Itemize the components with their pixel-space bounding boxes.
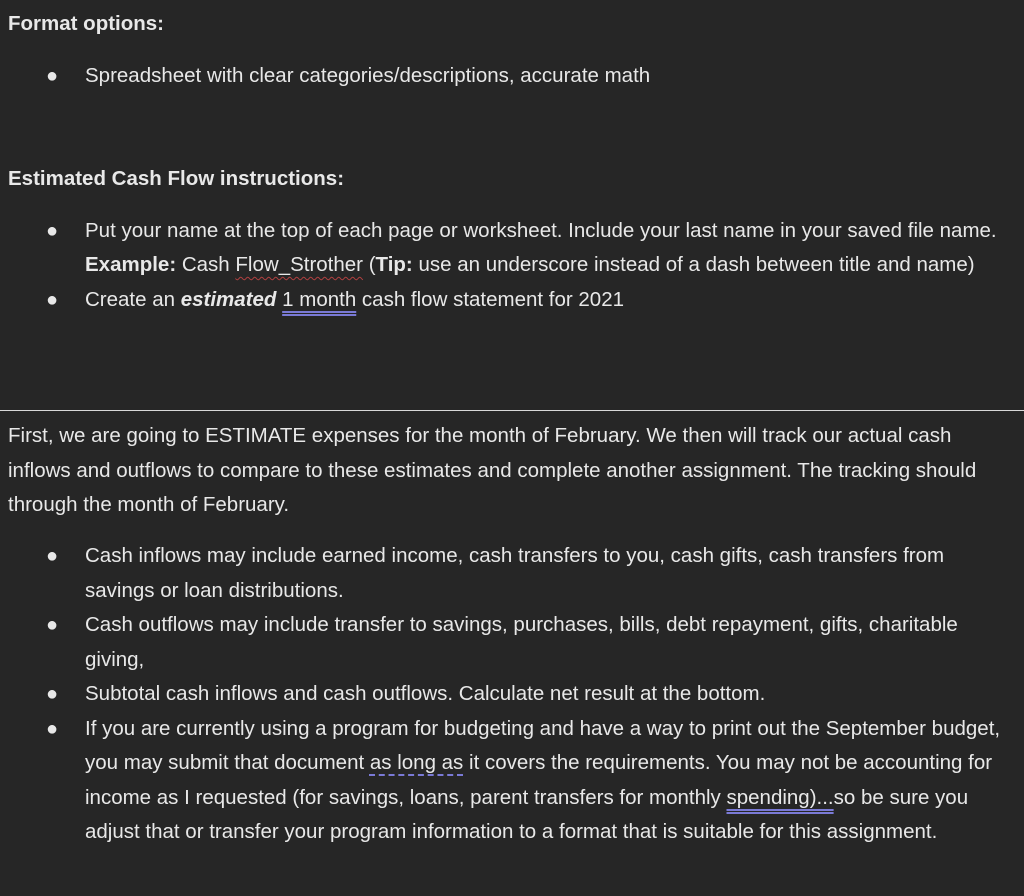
bullet-icon: ● xyxy=(46,288,59,311)
list-item-text: Cash outflows may include transfer to savings, purchases, bills, debt repayment, gifts, charitable giving, xyxy=(85,613,958,671)
list-item-text: ( xyxy=(363,253,376,276)
list-item-text: Cash inflows may include earned income, cash transfers to you, cash gifts, cash transfers from savings or loan distributions. xyxy=(85,544,945,602)
bullet-icon: ● xyxy=(46,545,59,567)
format-options-heading: Format options: xyxy=(8,12,165,35)
cashflow-instructions-section xyxy=(8,162,1024,317)
list-item-text: so be sure you adjust that or transfer your program information to a format that is suitable for this assignment. xyxy=(85,785,969,843)
format-options-list xyxy=(8,59,1024,94)
list-item-text: cash flow statement for 2021 xyxy=(356,287,625,311)
list-item-text: Cash xyxy=(176,253,236,276)
details-section xyxy=(8,539,1024,850)
bullet-icon: ● xyxy=(46,683,59,705)
list-item xyxy=(8,283,1024,318)
list-item xyxy=(8,677,1024,712)
list-item-text: it covers the requirements. You may not be accounting for income as I requested (for savings, loans, parent transfers for monthly xyxy=(85,751,993,809)
list-item-text: use an underscore instead of a dash between title and name) xyxy=(412,253,975,276)
bullet-icon: ● xyxy=(46,614,59,636)
horizontal-divider xyxy=(0,410,1024,411)
cashflow-instructions-heading: Estimated Cash Flow instructions: xyxy=(8,167,345,190)
bullet-icon: ● xyxy=(46,64,59,87)
bullet-icon: ● xyxy=(46,717,59,740)
cashflow-instructions-list xyxy=(8,214,1024,318)
estimated-emphasis: estimated xyxy=(180,287,277,311)
grammar-flag-phrase[interactable]: as long as xyxy=(369,751,464,774)
list-item xyxy=(8,539,1024,608)
list-item xyxy=(8,59,1024,94)
list-item xyxy=(8,608,1024,677)
list-item-text: Spreadsheet with clear categories/descriptions, accurate math xyxy=(85,63,651,87)
list-item-text: Subtotal cash inflows and cash outflows. Calculate net result at the bottom. xyxy=(85,682,766,705)
intro-paragraph: First, we are going to ESTIMATE expenses for the month of February. We then will track our actual cash inflows and outflows to compare to these estimates and complete another assignment. The tracking should through the month of February. xyxy=(8,424,977,516)
list-item-text: If you are currently using a program for budgeting and have a way to print out the September budget, you may submit that document xyxy=(85,716,1001,774)
grammar-flag-word[interactable]: 1 month xyxy=(282,287,357,311)
example-label: Example: xyxy=(85,253,177,276)
details-list xyxy=(8,539,1024,850)
grammar-flag-word[interactable]: spending)... xyxy=(726,785,834,809)
list-item xyxy=(8,214,1024,283)
list-item-text: Put your name at the top of each page or worksheet. Include your last name in your saved file name. xyxy=(85,218,997,242)
list-item xyxy=(8,712,1024,850)
format-options-section xyxy=(8,7,1024,93)
bullet-icon: ● xyxy=(46,219,59,242)
list-item-text: Create an xyxy=(85,287,181,311)
spellcheck-word[interactable]: Flow_Strother xyxy=(235,253,364,276)
tip-label: Tip: xyxy=(375,253,413,276)
